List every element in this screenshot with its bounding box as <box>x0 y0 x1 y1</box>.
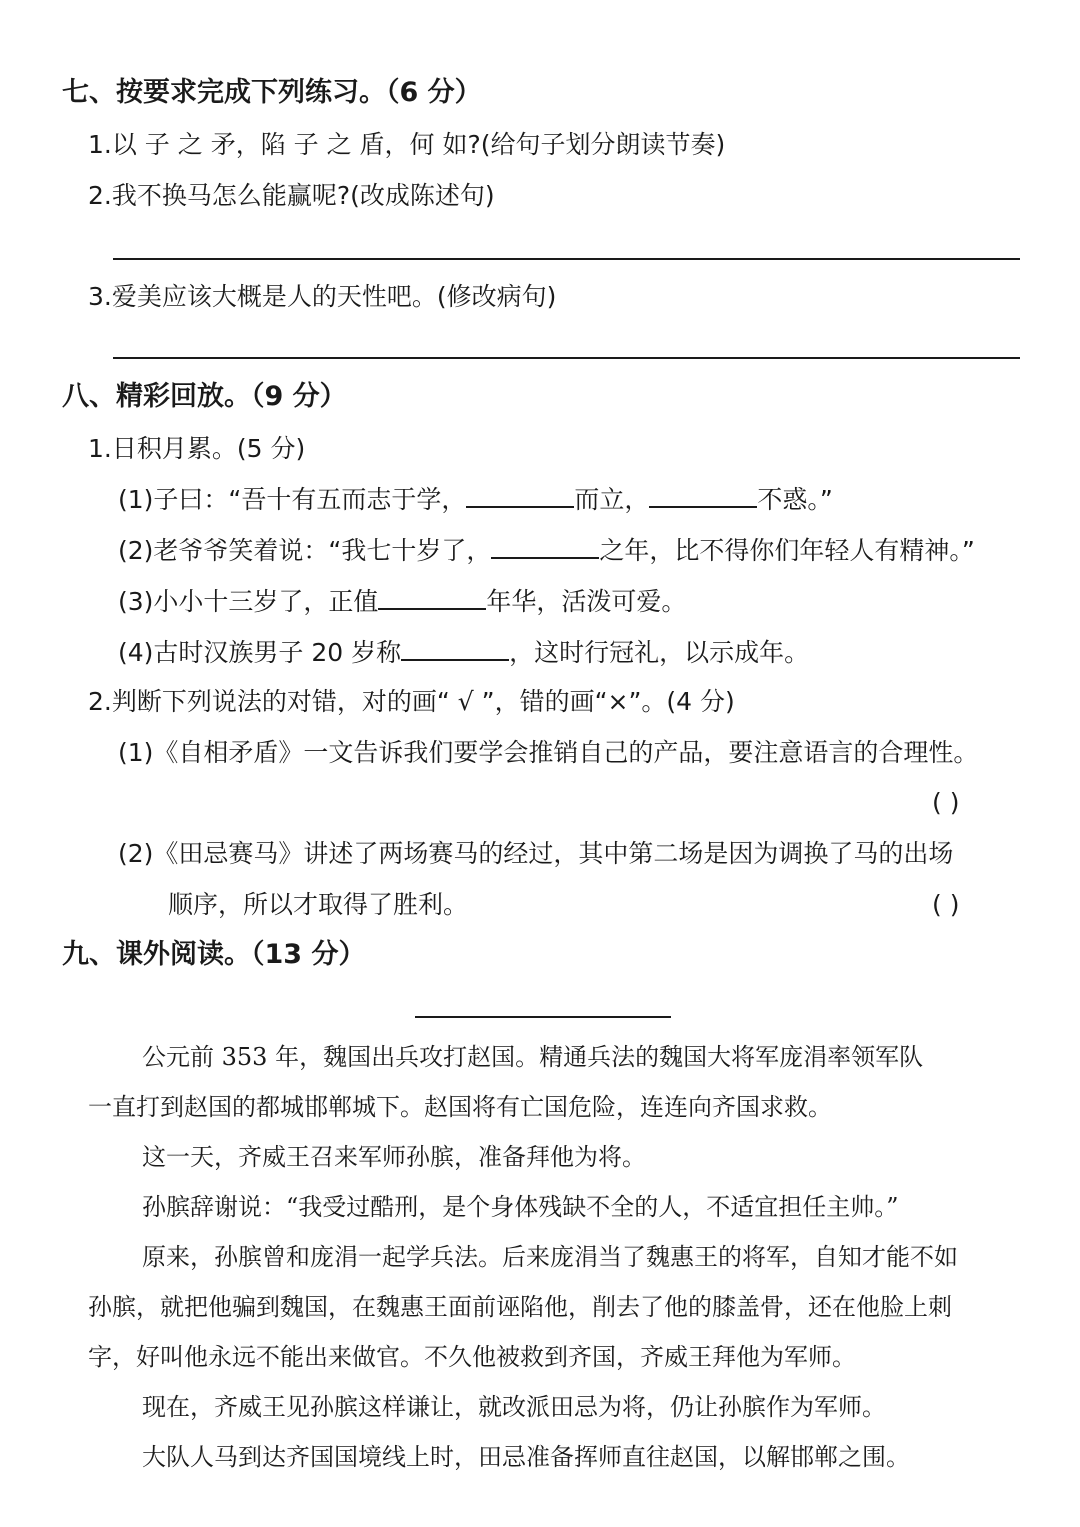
reading-p4-line3: 字，好叫他永远不能出来做官。不久他被救到齐国，齐威王拜他为军师。 <box>88 1343 856 1371</box>
answer-line-q2[interactable] <box>113 258 1020 260</box>
reading-p2: 这一天，齐威王召来军师孙膑，准备拜他为将。 <box>142 1143 646 1171</box>
fill-blank-3-text-b: 年华，活泼可爱。 <box>486 587 687 616</box>
section8-heading: 八、精彩回放。（9 分） <box>62 381 347 412</box>
reading-p5: 现在，齐威王见孙膑这样谦让，就改派田忌为将，仍让孙膑作为军师。 <box>142 1393 886 1421</box>
fill-blank-4-text-a: (4)古时汉族男子 20 岁称 <box>118 638 402 667</box>
reading-p6: 大队人马到达齐国国境线上时，田忌准备挥师直往赵国，以解邯郸之围。 <box>142 1443 910 1471</box>
judge-item-1: (1)《自相矛盾》一文告诉我们要学会推销自己的产品，要注意语言的合理性。 <box>118 738 979 767</box>
fill-blank-4 <box>118 635 809 670</box>
answer-line-q3[interactable] <box>113 357 1020 359</box>
section7-q1: 1.以 子 之 矛，陷 子 之 盾，何 如?(给句子划分朗读节奏) <box>88 130 726 159</box>
judge-item-2-line2: 顺序，所以才取得了胜利。 <box>168 890 469 919</box>
section8-q1-title: 1.日积月累。(5 分) <box>88 434 306 463</box>
section7-q2: 2.我不换马怎么能赢呢?(改成陈述句) <box>88 181 495 210</box>
title-blank-line[interactable] <box>415 1016 671 1018</box>
reading-p4-line2: 孙膑，就把他骗到魏国，在魏惠王面前诬陷他，削去了他的膝盖骨，还在他脸上刺 <box>88 1293 952 1321</box>
fill-blank-4-text-b: ，这时行冠礼，以示成年。 <box>509 638 810 667</box>
section7-heading: 七、按要求完成下列练习。（6 分） <box>62 77 482 108</box>
reading-p1-line1: 公元前 353 年，魏国出兵攻打赵国。精通兵法的魏国大将军庞涓率领军队 <box>142 1043 924 1071</box>
fill-blank-1-text-a: (1)子曰：“吾十有五而志于学， <box>118 485 467 514</box>
blank-4[interactable] <box>401 635 509 661</box>
section7-q3: 3.爱美应该大概是人的天性吧。(修改病句) <box>88 282 557 311</box>
blank-1a[interactable] <box>466 482 574 508</box>
judge-item-2-line1: (2)《田忌赛马》讲述了两场赛马的经过，其中第二场是因为调换了马的出场 <box>118 839 954 868</box>
fill-blank-2-text-b: 之年，比不得你们年轻人有精神。” <box>599 536 975 565</box>
fill-blank-1-text-c: 不惑。” <box>757 485 833 514</box>
reading-p3: 孙膑辞谢说：“我受过酷刑，是个身体残缺不全的人，不适宜担任主帅。” <box>142 1193 899 1221</box>
section8-q2-title: 2.判断下列说法的对错，对的画“ √ ”，错的画“×”。(4 分) <box>88 687 735 716</box>
section9-heading: 九、课外阅读。（13 分） <box>62 939 366 970</box>
fill-blank-3 <box>118 584 686 619</box>
fill-blank-1-text-b: 而立， <box>574 485 650 514</box>
fill-blank-1 <box>118 482 833 517</box>
fill-blank-2 <box>118 533 975 568</box>
blank-3[interactable] <box>378 584 486 610</box>
fill-blank-3-text-a: (3)小小十三岁了，正值 <box>118 587 379 616</box>
blank-1b[interactable] <box>649 482 757 508</box>
fill-blank-2-text-a: (2)老爷爷笑着说：“我七十岁了， <box>118 536 492 565</box>
blank-2[interactable] <box>491 533 599 559</box>
reading-p1-line2: 一直打到赵国的都城邯郸城下。赵国将有亡国危险，连连向齐国求救。 <box>88 1093 832 1121</box>
reading-p4-line1: 原来，孙膑曾和庞涓一起学兵法。后来庞涓当了魏惠王的将军，自知才能不如 <box>142 1243 958 1271</box>
judge-answer-2[interactable]: ( ) <box>932 890 960 919</box>
judge-answer-1[interactable]: ( ) <box>932 788 960 817</box>
